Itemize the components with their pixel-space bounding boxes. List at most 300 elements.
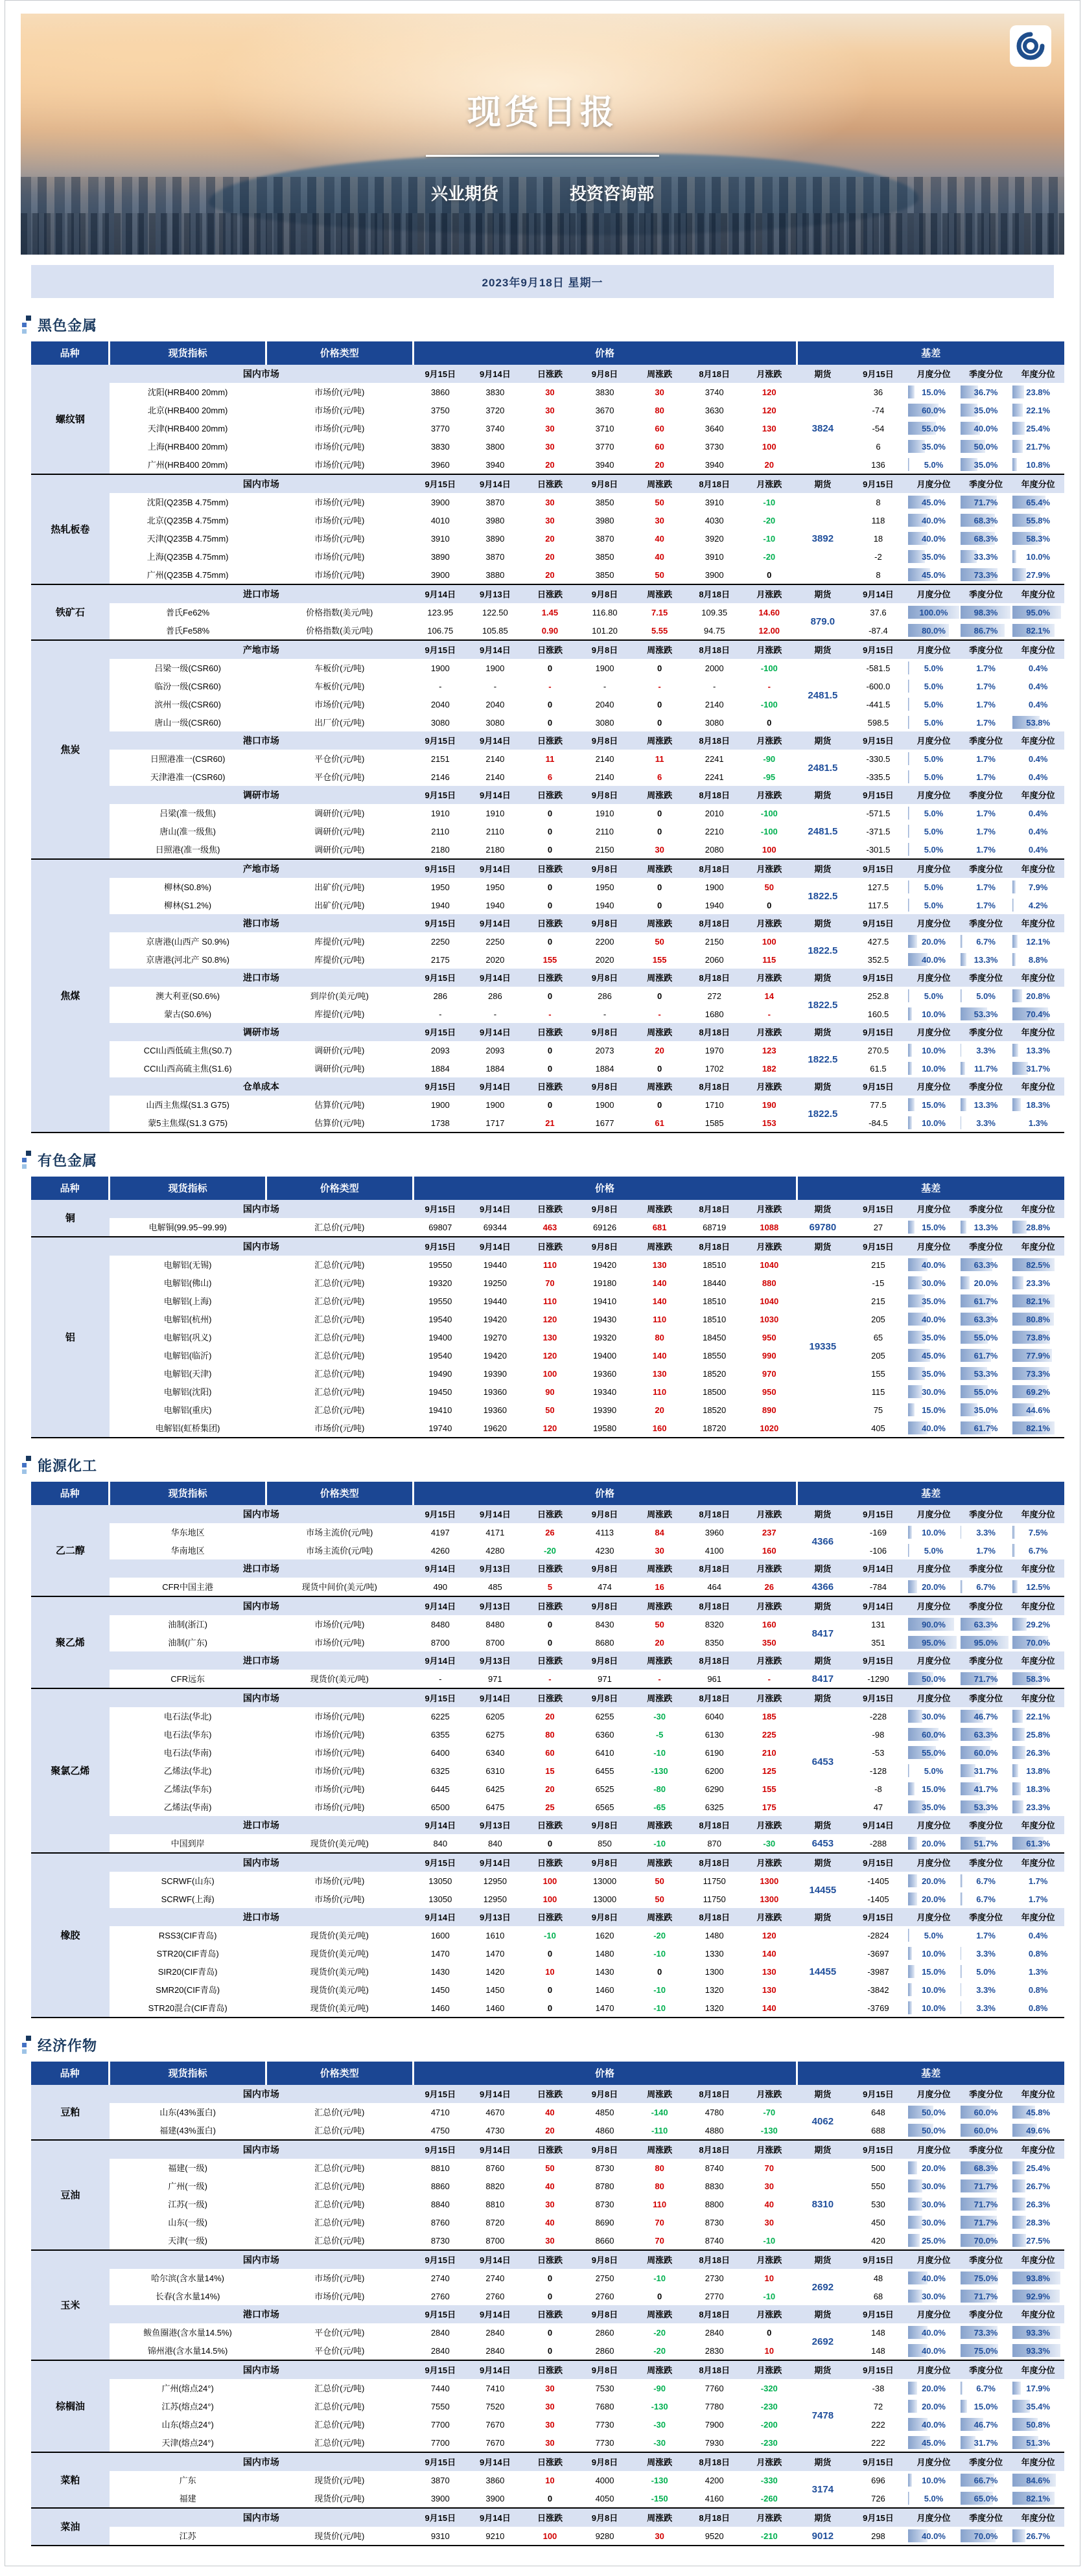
price-value: 3940 bbox=[705, 459, 724, 470]
section-title-label: 经济作物 bbox=[38, 2038, 98, 2054]
basis-value: -288 bbox=[869, 1838, 887, 1848]
change-value: 140 bbox=[762, 2003, 776, 2013]
futures-column-header: 期货 bbox=[797, 1853, 849, 1872]
price-type: 估算价(元/吨) bbox=[314, 1099, 365, 1110]
change-value: 110 bbox=[653, 1386, 667, 1397]
futures-column-header: 期货 bbox=[797, 1688, 849, 1707]
futures-value: 14455 bbox=[809, 1884, 837, 1896]
futures-value: 6453 bbox=[811, 1837, 834, 1849]
futures-column-header: 期货 bbox=[797, 2085, 849, 2103]
percentile-value: 40.0% bbox=[922, 1259, 946, 1270]
percentile-cell bbox=[907, 677, 960, 695]
price-value: 4860 bbox=[595, 2125, 614, 2135]
change-value: 80 bbox=[655, 1332, 664, 1342]
price-value: 2146 bbox=[430, 772, 450, 782]
percentile-cell bbox=[907, 621, 960, 640]
basis-value: -87.4 bbox=[869, 625, 888, 636]
percentile-bar bbox=[1012, 1044, 1018, 1057]
commodity-name: 聚氯乙烯 bbox=[31, 1688, 110, 1853]
price-value: 19440 bbox=[483, 1259, 507, 1270]
change-value: 1020 bbox=[760, 1423, 779, 1433]
price-type: 汇总价(元/吨) bbox=[314, 2401, 365, 2411]
futures-column-header: 期货 bbox=[797, 2305, 849, 2323]
dept-name: 投资咨询部 bbox=[570, 184, 655, 203]
price-value: 109.35 bbox=[701, 607, 728, 617]
price-value: 3890 bbox=[430, 551, 450, 562]
basis-value: -371.5 bbox=[866, 826, 891, 836]
percentile-bar bbox=[1012, 2529, 1025, 2542]
indicator-name: 唐山(准一级焦) bbox=[159, 826, 216, 836]
price-value: 19180 bbox=[592, 1278, 617, 1288]
data-row bbox=[31, 2323, 1064, 2341]
section-nonferrous-metals bbox=[31, 1150, 1054, 1438]
futures-value: 9012 bbox=[811, 2530, 834, 2542]
data-row bbox=[31, 511, 1064, 529]
price-value: 2730 bbox=[705, 2273, 724, 2283]
date-column-header: 8月18日 bbox=[687, 914, 742, 932]
change-value: -10 bbox=[544, 1930, 556, 1940]
data-row bbox=[31, 603, 1064, 621]
price-value: 3910 bbox=[430, 533, 450, 544]
percentile-value: 63.3% bbox=[974, 1619, 998, 1629]
price-value: - bbox=[603, 681, 607, 691]
price-value: 6500 bbox=[430, 1802, 450, 1812]
percentile-cell bbox=[960, 529, 1012, 547]
indicator-name: 普氏Fe62% bbox=[166, 607, 210, 617]
percentile-bar bbox=[961, 1892, 962, 1905]
change-value: 80 bbox=[545, 1729, 555, 1740]
percentile-value: 5.0% bbox=[924, 459, 944, 470]
percentile-value: 1.7% bbox=[1028, 1876, 1048, 1886]
basis-value: 205 bbox=[871, 1314, 885, 1324]
percentile-value: 10.0% bbox=[922, 1948, 946, 1959]
price-value: 3850 bbox=[595, 551, 614, 562]
percentile-cell bbox=[1012, 822, 1064, 840]
change-value: 20 bbox=[545, 2125, 555, 2135]
data-row bbox=[31, 1999, 1064, 2018]
date-column-header: 月涨跌 bbox=[741, 474, 797, 493]
report-title: 现货日报 bbox=[467, 94, 618, 132]
basis-value: -1290 bbox=[867, 1673, 889, 1684]
date-column-header: 9月15日 bbox=[413, 1200, 468, 1218]
price-type: 现货价(美元/吨) bbox=[310, 1948, 369, 1959]
basis-date-header: 9月15日 bbox=[849, 474, 908, 493]
price-value: 69344 bbox=[483, 1222, 507, 1232]
basis-date-header: 9月15日 bbox=[849, 969, 908, 987]
date-column-header: 8月18日 bbox=[687, 1688, 742, 1707]
futures-column-header: 期货 bbox=[797, 584, 849, 603]
percentile-value: 5.0% bbox=[924, 772, 944, 782]
indicator-name: 广东 bbox=[179, 2475, 196, 2485]
basis-value: 550 bbox=[871, 2181, 885, 2191]
date-column-header: 周涨跌 bbox=[632, 1505, 687, 1523]
price-value: 3080 bbox=[705, 717, 724, 728]
futures-value: 4366 bbox=[811, 1535, 834, 1547]
data-row bbox=[31, 1096, 1064, 1114]
percentile-value: 36.7% bbox=[974, 387, 998, 397]
percentile-cell bbox=[1012, 1005, 1064, 1023]
percentile-value: 15.0% bbox=[922, 387, 946, 397]
percentile-column-header: 季度分位 bbox=[960, 2360, 1012, 2379]
percentile-cell bbox=[1012, 2415, 1064, 2433]
market-subheader-row bbox=[31, 474, 1064, 493]
percentile-cell bbox=[1012, 2195, 1064, 2213]
percentile-value: 30.0% bbox=[922, 2181, 946, 2191]
market-subheader-row bbox=[31, 640, 1064, 659]
percentile-value: 35.0% bbox=[922, 551, 946, 562]
date-column-header: 周涨跌 bbox=[632, 1596, 687, 1615]
percentile-value: 1.3% bbox=[1028, 1118, 1048, 1128]
price-value: 6340 bbox=[485, 1747, 505, 1758]
percentile-value: 20.0% bbox=[922, 1876, 946, 1886]
price-value: 6325 bbox=[705, 1802, 724, 1812]
price-value: 2840 bbox=[430, 2345, 450, 2356]
date-column-header: 9月15日 bbox=[413, 1237, 468, 1256]
market-subheader-row bbox=[31, 2305, 1064, 2323]
percentile-value: 1.7% bbox=[976, 844, 996, 855]
percentile-cell bbox=[907, 804, 960, 822]
date-column-header: 9月15日 bbox=[413, 731, 468, 750]
change-value: 0 bbox=[767, 569, 772, 580]
percentile-value: 15.0% bbox=[922, 1405, 946, 1415]
date-column-header: 9月8日 bbox=[578, 2140, 633, 2159]
percentile-column-header: 年度分位 bbox=[1012, 640, 1064, 659]
percentile-cell bbox=[1012, 1096, 1064, 1114]
price-value: 3640 bbox=[705, 423, 724, 433]
futures-column-header: 期货 bbox=[797, 1559, 849, 1578]
price-type: 调研价(元/吨) bbox=[314, 826, 365, 836]
change-value: 50 bbox=[655, 497, 664, 507]
change-value: 0 bbox=[657, 991, 662, 1001]
percentile-value: 25.0% bbox=[922, 2235, 946, 2246]
date-column-header: 9月14日 bbox=[413, 1559, 468, 1578]
price-type: 汇总价(元/吨) bbox=[314, 1278, 365, 1288]
percentile-value: 1.7% bbox=[976, 717, 996, 728]
date-column-header: 8月18日 bbox=[687, 1559, 742, 1578]
percentile-value: 40.0% bbox=[922, 954, 946, 965]
percentile-value: 58.3% bbox=[1026, 533, 1051, 544]
price-value: 7730 bbox=[595, 2419, 614, 2430]
data-row bbox=[31, 1041, 1064, 1059]
change-value: 60 bbox=[655, 423, 664, 433]
percentile-bar bbox=[908, 1580, 917, 1593]
percentile-cell bbox=[1012, 1743, 1064, 1762]
price-value: 1970 bbox=[705, 1045, 724, 1055]
price-value: 18720 bbox=[703, 1423, 727, 1433]
percentile-value: 73.8% bbox=[1026, 1332, 1051, 1342]
date-column-header: 9月14日 bbox=[413, 1816, 468, 1834]
percentile-value: 71.7% bbox=[974, 2217, 998, 2227]
date-column-header: 周涨跌 bbox=[632, 1816, 687, 1834]
report-page bbox=[5, 0, 1080, 2566]
data-row bbox=[31, 2527, 1064, 2546]
price-value: 12950 bbox=[483, 1876, 507, 1886]
date-column-header: 日涨跌 bbox=[522, 1200, 578, 1218]
date-column-header: 日涨跌 bbox=[522, 640, 578, 659]
date-column-header: 9月8日 bbox=[578, 1023, 633, 1041]
percentile-bar bbox=[1012, 1544, 1014, 1557]
percentile-value: 4.2% bbox=[1028, 900, 1048, 910]
price-type: 市场价(元/吨) bbox=[314, 2291, 365, 2301]
change-value: 21 bbox=[545, 1118, 555, 1128]
percentile-cell bbox=[960, 659, 1012, 677]
percentile-value: 60.0% bbox=[922, 405, 946, 415]
price-value: 971 bbox=[598, 1673, 612, 1684]
price-value: 8690 bbox=[595, 2217, 614, 2227]
percentile-bar bbox=[1012, 1221, 1026, 1234]
percentile-value: 5.0% bbox=[924, 699, 944, 709]
percentile-bar bbox=[1012, 1764, 1018, 1777]
indicator-name: 电解铝(无锡) bbox=[163, 1259, 212, 1270]
date-column-header: 日涨跌 bbox=[522, 1853, 578, 1872]
basis-date-header: 9月15日 bbox=[849, 1688, 908, 1707]
indicator-name: SMR20(CIF青岛) bbox=[156, 1984, 220, 1995]
price-value: 3910 bbox=[705, 551, 724, 562]
percentile-value: 1.3% bbox=[1028, 1966, 1048, 1977]
indicator-name: 吕梁(准一级焦) bbox=[159, 808, 216, 818]
indicator-name: 电解铝(巩义) bbox=[163, 1332, 212, 1342]
change-value: 0 bbox=[657, 1063, 662, 1074]
percentile-column-header: 季度分位 bbox=[960, 2250, 1012, 2269]
price-type: 调研价(元/吨) bbox=[314, 844, 365, 855]
percentile-value: 40.0% bbox=[922, 1423, 946, 1433]
price-type: 市场价(元/吨) bbox=[314, 1619, 365, 1629]
date-column-header: 8月18日 bbox=[687, 1908, 742, 1926]
futures-value: 8417 bbox=[811, 1627, 834, 1639]
price-value: 2250 bbox=[485, 936, 505, 947]
price-value: 19360 bbox=[483, 1405, 507, 1415]
commodity-name: 焦炭 bbox=[31, 640, 110, 859]
percentile-cell bbox=[907, 1523, 960, 1541]
price-value: 464 bbox=[707, 1581, 722, 1592]
data-row bbox=[31, 2415, 1064, 2433]
change-value: 950 bbox=[762, 1386, 776, 1397]
percentile-value: 55.0% bbox=[974, 1386, 998, 1397]
date-column-header: 9月14日 bbox=[468, 1237, 523, 1256]
percentile-cell bbox=[907, 1419, 960, 1438]
date-column-header: 9月8日 bbox=[578, 2452, 633, 2471]
percentile-value: 95.0% bbox=[922, 1637, 946, 1648]
change-value: 0 bbox=[547, 900, 553, 910]
table-main-header-row bbox=[31, 341, 1064, 365]
price-value: 3870 bbox=[430, 2475, 450, 2485]
percentile-cell bbox=[1012, 1926, 1064, 1944]
percentile-value: 35.0% bbox=[974, 405, 998, 415]
basis-value: 160.5 bbox=[867, 1009, 889, 1019]
date-column-header: 9月14日 bbox=[468, 1077, 523, 1096]
date-column-header: 月涨跌 bbox=[741, 1596, 797, 1615]
price-value: 1460 bbox=[595, 1984, 614, 1995]
percentile-cell bbox=[907, 2231, 960, 2250]
price-value: 1940 bbox=[595, 900, 614, 910]
percentile-cell bbox=[1012, 2341, 1064, 2360]
price-value: 4260 bbox=[430, 1545, 450, 1556]
data-row bbox=[31, 1633, 1064, 1651]
basis-value: -330.5 bbox=[866, 753, 891, 764]
change-value: 30 bbox=[545, 405, 555, 415]
indicator-name: 天津(HRB400 20mm) bbox=[147, 423, 228, 433]
data-row bbox=[31, 1401, 1064, 1419]
price-value: 6190 bbox=[705, 1747, 724, 1758]
price-value: 2840 bbox=[705, 2327, 724, 2338]
price-type: 汇总价(元/吨) bbox=[314, 2383, 365, 2393]
percentile-value: 5.0% bbox=[924, 844, 944, 855]
indicator-name: 广州(HRB400 20mm) bbox=[147, 459, 228, 470]
change-value: 0 bbox=[547, 991, 553, 1001]
percentile-column-header: 季度分位 bbox=[960, 731, 1012, 750]
percentile-value: 1.7% bbox=[1028, 1894, 1048, 1904]
change-value: 970 bbox=[762, 1368, 776, 1379]
column-header: 现货指标 bbox=[110, 2062, 266, 2085]
date-column-header: 日涨跌 bbox=[522, 969, 578, 987]
market-label: 进口市场 bbox=[110, 969, 413, 987]
market-subheader-row bbox=[31, 1651, 1064, 1670]
percentile-value: 18.3% bbox=[1026, 1099, 1051, 1110]
price-value: 2110 bbox=[431, 826, 450, 836]
price-value: - bbox=[713, 681, 716, 691]
percentile-value: 8.8% bbox=[1028, 954, 1048, 965]
indicator-name: 北京(Q235B 4.75mm) bbox=[146, 515, 229, 525]
price-value: 4880 bbox=[705, 2125, 724, 2135]
basis-value: 6 bbox=[876, 441, 881, 452]
basis-value: 68 bbox=[873, 2291, 883, 2301]
change-value: 182 bbox=[762, 1063, 776, 1074]
price-value: 3830 bbox=[485, 387, 505, 397]
date-column-header: 周涨跌 bbox=[632, 1023, 687, 1041]
percentile-bar bbox=[961, 1221, 966, 1234]
percentile-column-header: 月度分位 bbox=[907, 2452, 960, 2471]
indicator-name: STR20混合(CIF青岛) bbox=[148, 2003, 228, 2013]
date-column-header: 周涨跌 bbox=[632, 2305, 687, 2323]
price-value: 19440 bbox=[483, 1296, 507, 1306]
percentile-value: 3.3% bbox=[976, 2003, 996, 2013]
basis-value: -784 bbox=[869, 1581, 887, 1592]
indicator-name: 油制(浙江) bbox=[168, 1619, 207, 1629]
percentile-value: 51.7% bbox=[974, 1838, 998, 1848]
percentile-value: 45.0% bbox=[922, 569, 946, 580]
price-value: 3800 bbox=[485, 441, 505, 452]
data-row bbox=[31, 1218, 1064, 1237]
percentile-value: 53.3% bbox=[974, 1009, 998, 1019]
percentile-bar bbox=[1012, 440, 1023, 453]
price-type: 平仓价(元/吨) bbox=[314, 2327, 365, 2338]
percentile-bar bbox=[1012, 422, 1024, 435]
date-column-header: 周涨跌 bbox=[632, 2085, 687, 2103]
price-value: 1300 bbox=[705, 1966, 724, 1977]
market-label: 进口市场 bbox=[110, 1559, 413, 1578]
price-value: 870 bbox=[707, 1838, 722, 1848]
percentile-value: 93.3% bbox=[1026, 2327, 1051, 2338]
percentile-value: 6.7% bbox=[976, 1876, 996, 1886]
percentile-cell bbox=[960, 1743, 1012, 1762]
date-column-header: 月涨跌 bbox=[741, 1908, 797, 1926]
percentile-column-header: 月度分位 bbox=[907, 1559, 960, 1578]
change-value: -20 bbox=[763, 515, 776, 525]
date-column-header: 9月14日 bbox=[468, 859, 523, 878]
price-value: 2760 bbox=[430, 2291, 450, 2301]
price-value: 1320 bbox=[705, 1984, 724, 1995]
percentile-cell bbox=[907, 1059, 960, 1077]
date-column-header: 9月8日 bbox=[578, 2508, 633, 2527]
percentile-cell bbox=[960, 566, 1012, 584]
percentile-bar bbox=[1012, 1098, 1021, 1111]
percentile-value: 45.0% bbox=[922, 497, 946, 507]
percentile-value: 70.0% bbox=[974, 2235, 998, 2246]
change-value: -10 bbox=[653, 2003, 666, 2013]
basis-value: -54 bbox=[872, 423, 885, 433]
price-value: 8700 bbox=[430, 1637, 450, 1648]
date-column-header: 月涨跌 bbox=[741, 2085, 797, 2103]
percentile-cell bbox=[907, 1798, 960, 1816]
percentile-cell bbox=[960, 1780, 1012, 1798]
change-value: 190 bbox=[762, 1099, 776, 1110]
data-row bbox=[31, 383, 1064, 401]
basis-date-header: 9月15日 bbox=[849, 2360, 908, 2379]
percentile-cell bbox=[960, 455, 1012, 474]
column-header: 现货指标 bbox=[110, 341, 266, 365]
market-subheader-row bbox=[31, 1023, 1064, 1041]
price-value: 19450 bbox=[428, 1386, 452, 1397]
indicator-name: 鲅鱼圈港(含水量14.5%) bbox=[143, 2327, 232, 2338]
change-value: -95 bbox=[763, 772, 776, 782]
percentile-cell bbox=[907, 1633, 960, 1651]
percentile-bar bbox=[1012, 2161, 1024, 2174]
percentile-cell bbox=[960, 401, 1012, 419]
date-column-header: 周涨跌 bbox=[632, 2360, 687, 2379]
price-value: 1900 bbox=[595, 663, 614, 673]
percentile-value: 66.7% bbox=[974, 2475, 998, 2485]
basis-value: -335.5 bbox=[866, 772, 891, 782]
percentile-cell bbox=[960, 1798, 1012, 1816]
percentile-value: 53.3% bbox=[974, 1802, 998, 1812]
basis-date-header: 9月15日 bbox=[849, 2508, 908, 2527]
price-value: 2840 bbox=[430, 2327, 450, 2338]
data-row bbox=[31, 1762, 1064, 1780]
price-value: 8660 bbox=[595, 2235, 614, 2246]
price-value: 3080 bbox=[430, 717, 450, 728]
percentile-value: 13.8% bbox=[1026, 1765, 1051, 1776]
percentile-bar bbox=[908, 716, 909, 729]
date-column-header: 9月15日 bbox=[413, 2305, 468, 2323]
price-value: 6355 bbox=[430, 1729, 450, 1740]
basis-value: 148 bbox=[871, 2327, 885, 2338]
basis-value: -98 bbox=[872, 1729, 885, 1740]
percentile-value: 5.0% bbox=[924, 1545, 944, 1556]
change-value: 130 bbox=[762, 1984, 776, 1995]
basis-date-header: 9月15日 bbox=[849, 1505, 908, 1523]
market-label: 港口市场 bbox=[110, 914, 413, 932]
percentile-cell bbox=[1012, 511, 1064, 529]
price-type: 汇总价(元/吨) bbox=[314, 2163, 365, 2173]
price-value: 6310 bbox=[485, 1765, 505, 1776]
percentile-cell bbox=[1012, 1059, 1064, 1077]
percentile-value: 75.0% bbox=[974, 2273, 998, 2283]
percentile-value: 6.7% bbox=[976, 2383, 996, 2393]
percentile-value: 0.4% bbox=[1028, 826, 1048, 836]
data-row bbox=[31, 840, 1064, 859]
date-column-header: 9月14日 bbox=[413, 1908, 468, 1926]
percentile-value: 50.0% bbox=[974, 441, 998, 452]
percentile-cell bbox=[1012, 1762, 1064, 1780]
basis-date-header: 9月15日 bbox=[849, 1023, 908, 1041]
percentile-value: 61.3% bbox=[1026, 1838, 1051, 1848]
percentile-bar bbox=[1012, 2382, 1020, 2395]
date-column-header: 9月14日 bbox=[468, 2305, 523, 2323]
percentile-value: 20.8% bbox=[1026, 991, 1051, 1001]
date-column-header: 8月18日 bbox=[687, 1023, 742, 1041]
market-subheader-row bbox=[31, 1077, 1064, 1096]
basis-value: 75 bbox=[873, 1405, 883, 1415]
